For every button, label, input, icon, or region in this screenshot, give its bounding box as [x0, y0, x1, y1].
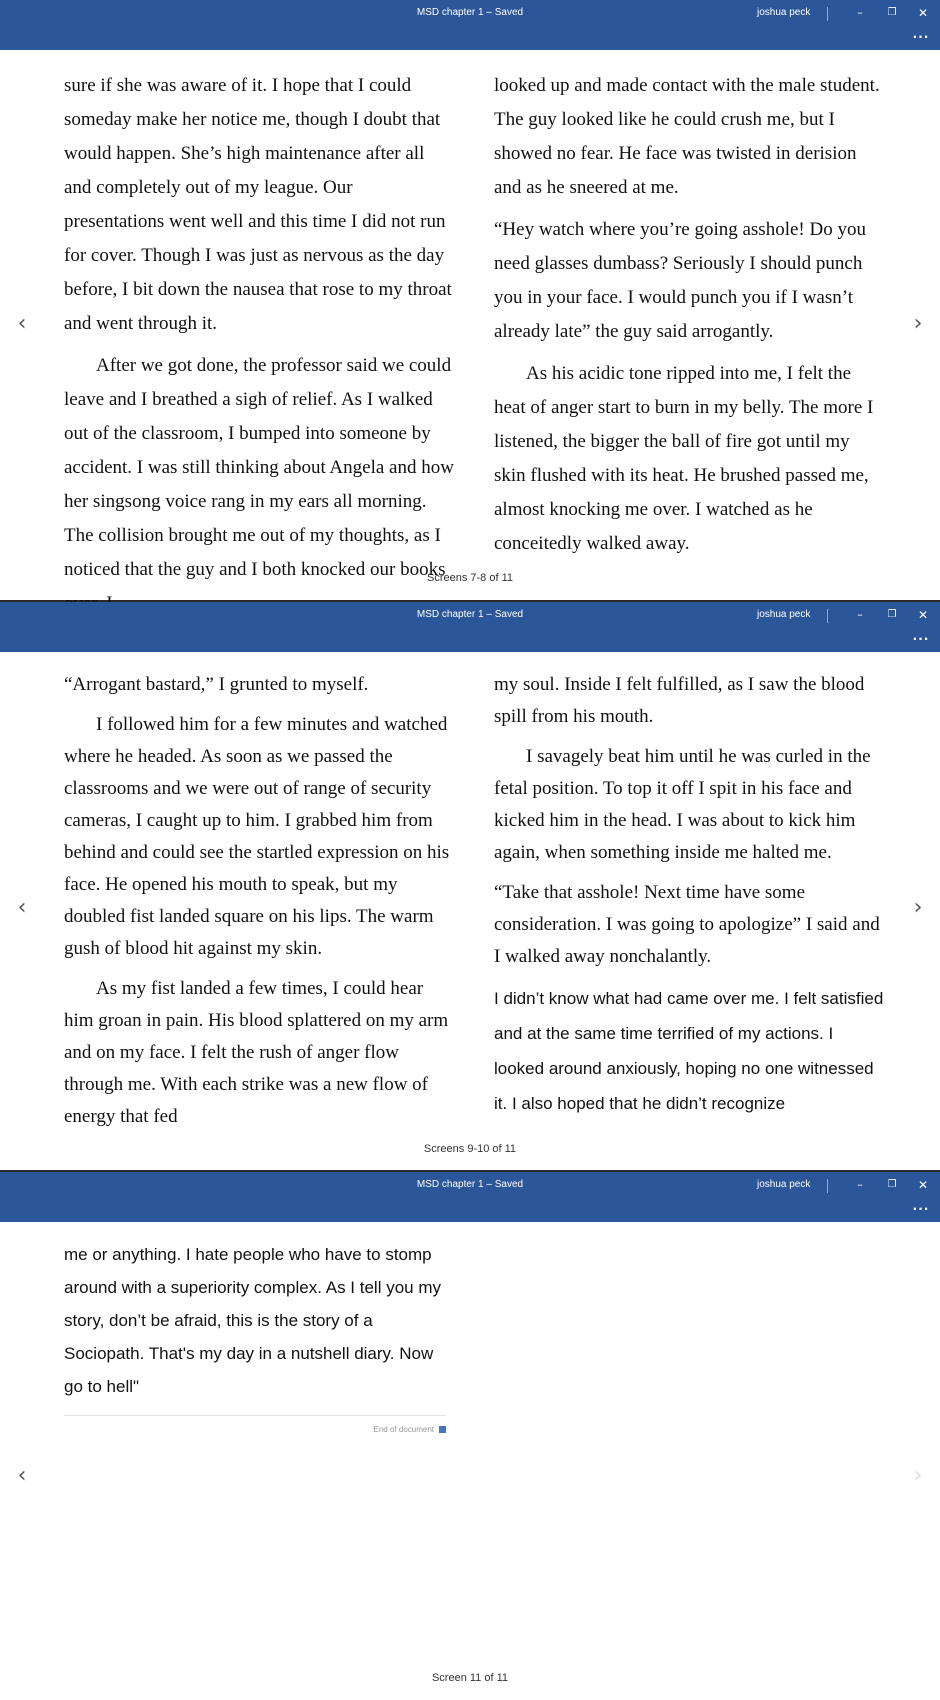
paragraph: I didn’t know what had came over me. I felt satisfied and at the same time terrified of my actions. I looked around anxiously, hoping no one witnessed it. I also hoped that he didn’t recognize	[494, 989, 884, 1113]
minimize-button[interactable]: –	[857, 1178, 863, 1191]
more-options-icon[interactable]: ...	[912, 27, 930, 41]
restore-button[interactable]: ❐	[887, 609, 897, 620]
screen-counter: Screens 9-10 of 11	[423, 1143, 517, 1155]
paragraph: I savagely beat him until he was curled in the fetal position. To top it off I spit in his face and kicked him in the head. I was about to kick him again, when something inside me halted me.	[494, 746, 871, 863]
paragraph: As his acidic tone ripped into me, I felt the heat of anger start to burn in my belly. The more I listened, the bigger the ball of fire got until my skin flushed with its heat. He brushed passed me, almost knocking me over. I watched as he conceitedly walked away.	[494, 363, 874, 554]
close-button[interactable]: ✕	[917, 6, 929, 20]
paragraph: “Take that asshole! Next time have some consideration. I was going to apologize” I said and I walked away nonchalantly.	[494, 882, 880, 967]
paragraph: sure if she was aware of it. I hope that I could someday make her notice me, though I doubt that would happen. She’s high maintenance after all and completely out of my league. Our presentations went well and this time I did not run for cover. Though I was just as nervous as the day before, I bit down the nausea that rose to my throat and went through it.	[64, 75, 452, 334]
document-title: MSD chapter 1 – Saved	[416, 7, 524, 18]
right-column	[494, 669, 884, 1129]
title-bar	[0, 602, 940, 652]
screen-11	[0, 1172, 940, 1700]
paragraph: After we got done, the professor said we could leave and I breathed a sigh of relief. As I walked out of the classroom, I bumped into someone by accident. I was still thinking about Angela and how her singsong voice rang in my ears all morning. The collision brought me out of my thoughts, as I noticed that the guy and I both knocked our books	[64, 355, 454, 580]
user-name[interactable]: joshua peck	[757, 609, 811, 620]
restore-button[interactable]: ❐	[887, 7, 897, 18]
document-title: MSD chapter 1 – Saved	[416, 1179, 524, 1190]
screen-counter: Screen 11 of 11	[431, 1672, 509, 1684]
minimize-button[interactable]: –	[857, 608, 863, 621]
screen-7-8	[0, 0, 940, 600]
paragraph: As my fist landed a few times, I could hear him groan in pain. His blood splattered on my arm and on my face. I felt the rush of anger flow through me. With each strike was a new flow of energy that fed	[64, 978, 449, 1127]
screen-counter: Screens 7-8 of 11	[426, 572, 513, 584]
left-column	[64, 1238, 456, 1411]
title-bar-separator	[827, 1179, 828, 1193]
chevron-right-icon[interactable]: ›	[913, 895, 923, 920]
paragraph: “Hey watch where you’re going asshole! Do you need glasses dumbass? Seriously I should punch you in your face. I would punch you if I wasn’t already late” the guy said arrogantly.	[494, 219, 866, 342]
end-of-document-marker	[439, 1426, 446, 1433]
title-bar	[0, 0, 940, 50]
end-of-document-label: End of document	[373, 1425, 434, 1434]
paragraph: I followed him for a few minutes and watched where he headed. As soon as we passed the classrooms and we were out of range of security cameras, I caught up to him. I grabbed him from behind and could see the startled expression on his face. He opened his mouth to speak, but my doubled fist landed square on his lips. The warm gush of blood hit against my skin.	[64, 714, 450, 959]
chevron-left-icon[interactable]: ‹	[17, 311, 27, 336]
close-button[interactable]: ✕	[917, 1178, 929, 1192]
close-button[interactable]: ✕	[917, 608, 929, 622]
more-options-icon[interactable]: ...	[912, 629, 930, 643]
minimize-button[interactable]: –	[857, 6, 863, 19]
end-of-document	[64, 1415, 446, 1434]
chevron-left-icon[interactable]: ‹	[17, 1463, 27, 1488]
left-column	[64, 69, 456, 629]
title-bar	[0, 1172, 940, 1222]
paragraph: “Arrogant bastard,” I grunted to myself.	[64, 674, 369, 695]
right-column	[494, 69, 884, 569]
document-title: MSD chapter 1 – Saved	[416, 609, 524, 620]
user-name[interactable]: joshua peck	[757, 7, 811, 18]
title-bar-separator	[827, 609, 828, 623]
paragraph: looked up and made contact with the male student. The guy looked like he could crush me, but I showed no fear. He face was twisted in derision and as he sneered at me.	[494, 75, 880, 198]
screen-9-10	[0, 602, 940, 1170]
restore-button[interactable]: ❐	[887, 1179, 897, 1190]
paragraph: my soul. Inside I felt fulfilled, as I saw the blood spill from his mouth.	[494, 674, 865, 727]
user-name[interactable]: joshua peck	[757, 1179, 811, 1190]
chevron-right-icon: ›	[913, 1463, 923, 1488]
title-bar-separator	[827, 7, 828, 21]
left-column	[64, 669, 456, 1141]
more-options-icon[interactable]: ...	[912, 1199, 930, 1213]
chevron-right-icon[interactable]: ›	[913, 311, 923, 336]
chevron-left-icon[interactable]: ‹	[17, 895, 27, 920]
paragraph: me or anything. I hate people who have to stomp around with a superiority complex. As I tell you my story, don’t be afraid, this is the story of a Sociopath. That's my day in a nutshell diary. Now go to hell"	[64, 1245, 441, 1396]
